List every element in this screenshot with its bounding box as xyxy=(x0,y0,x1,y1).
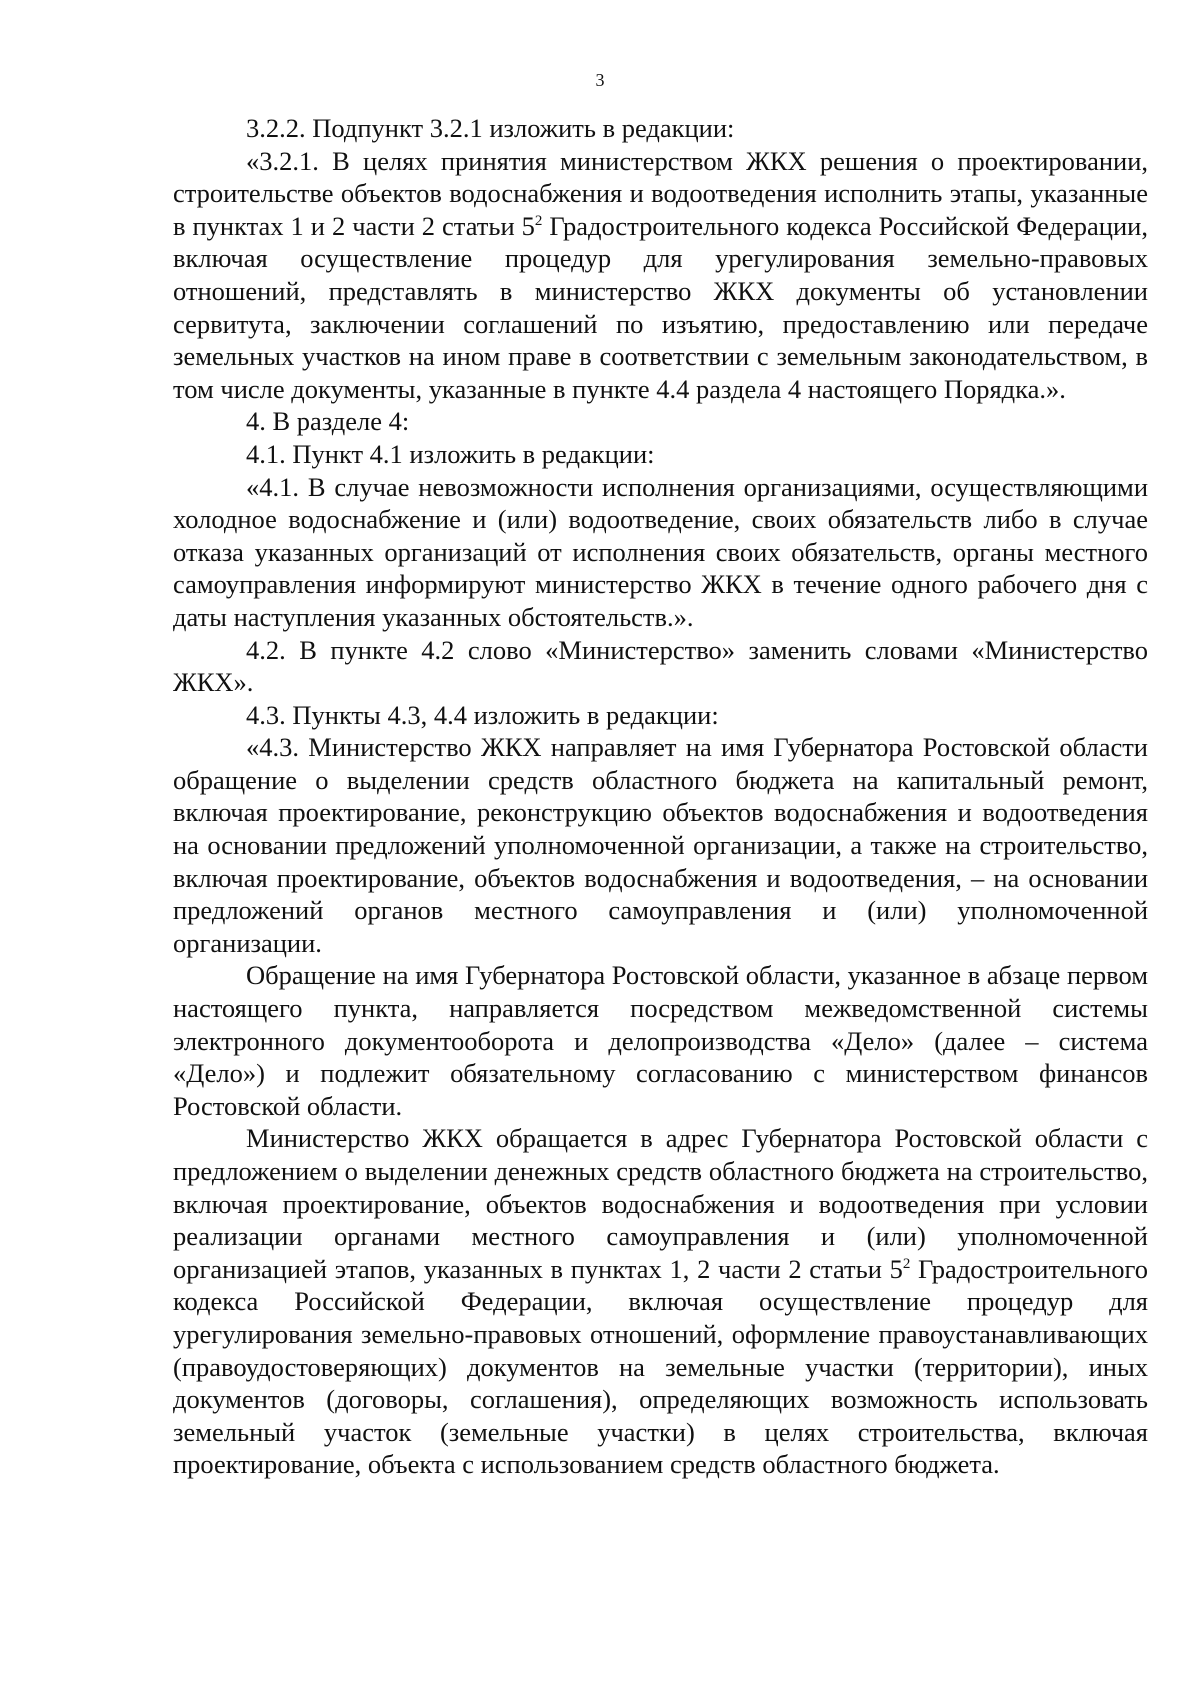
paragraph-4-2: 4.2. В пункте 4.2 слово «Министерство» заменить словами «Министерство ЖКХ». xyxy=(173,634,1148,698)
document-body xyxy=(173,112,1148,1481)
paragraph-text: Градостроительного кодекса Российской Федерации, включая осуществление процедур для урегулирования земельно-правовых отношений, представлять в министерство ЖКХ документы об установлении сервитута, заключении соглашений по изъятию, предоставлению или передаче земельных участков на ином праве в соответствии с земельным законодательством, в том числе документы, указанные в пункте 4.4 раздела 4 настоящего Порядка.». xyxy=(173,210,1148,404)
paragraph-4-3-quote: «4.3. Министерство ЖКХ направляет на имя Губернатора Ростовской области обращение о выделении средств областного бюджета на капитальный ремонт, включая проектирование, реконструкцию объектов водоснабжения и водоотведения на основании предложений уполномоченной организации, а также на строительство, включая проектирование, объектов водоснабжения и водоотведения, – на основании предложений органов местного самоуправления и (или) уполномоченной организации. xyxy=(173,732,1148,958)
paragraph-text: «3.2.1. В целях принятия министерством ЖКХ решения о проектировании, строительстве объектов водоснабжения и водоотведения исполнить этапы, указанные в пунктах 1 и 2 части 2 статьи 5 xyxy=(173,145,1148,241)
paragraph-section-4: 4. В разделе 4: xyxy=(246,406,410,437)
paragraph-4-1: 4.1. Пункт 4.1 изложить в редакции: xyxy=(246,438,655,469)
paragraph-4-1-quote: «4.1. В случае невозможности исполнения организациями, осуществляющими холодное водоснабжение и (или) водоотведение, своих обязательств либо в случае отказа указанных организаций от исполнения своих обязательств, органы местного самоуправления информируют министерство ЖКХ в течение одного рабочего дня с даты наступления указанных обстоятельств.». xyxy=(173,471,1148,632)
superscript: 2 xyxy=(534,212,543,229)
paragraph-text: Министерство ЖКХ обращается в адрес Губернатора Ростовской области с предложением о выделении денежных средств областного бюджета на строительство, включая проектирование, объектов водоснабжения и водоотведения при условии реализации органами местного самоуправления и (или) уполномоченной организацией этапов, указанных в пунктах 1, 2 части 2 статьи 5 xyxy=(173,1123,1148,1284)
page-number: 3 xyxy=(595,70,605,90)
paragraph-3-2-2: 3.2.2. Подпункт 3.2.1 изложить в редакции: xyxy=(246,113,735,143)
paragraph-ministry-request xyxy=(173,1122,1148,1481)
paragraph-3-2-1-quote xyxy=(173,145,1148,406)
superscript: 2 xyxy=(902,1255,911,1272)
paragraph-4-3: 4.3. Пункты 4.3, 4.4 изложить в редакции: xyxy=(246,699,719,730)
paragraph-appeal: Обращение на имя Губернатора Ростовской области, указанное в абзаце первом настоящего пункта, направляется посредством межведомственной системы электронного документооборота и делопроизводства «Дело» (далее – система «Дело») и подлежит обязательному согласованию с министерством финансов Ростовской области. xyxy=(173,960,1148,1121)
paragraph-text: Градостроительного кодекса Российской Федерации, включая осуществление процедур для урегулирования земельно-правовых отношений, оформление правоустанавливающих (правоудостоверяющих) документов на земельные участки (территории), иных документов (договоры, соглашения), определяющих возможность использовать земельный участок (земельные участки) в целях строительства, включая проектирование, объекта с использованием средств областного бюджета. xyxy=(173,1253,1148,1480)
